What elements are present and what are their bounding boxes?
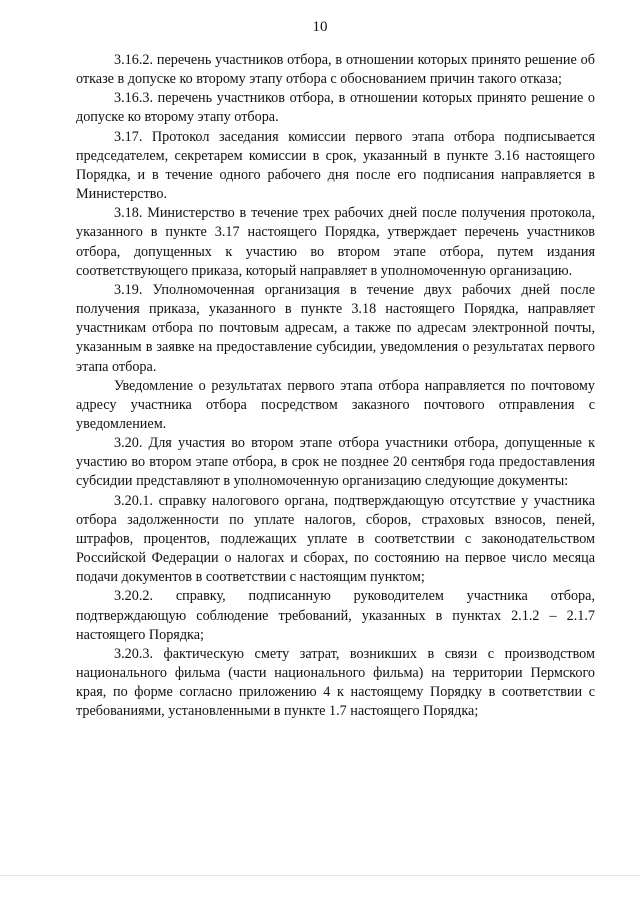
paragraph-notification: Уведомление о результатах первого этапа отбора направляется по почтовому адресу участника отбора посредством заказного почтового отправления с уведомлением. (76, 377, 595, 432)
paragraph-3-19: 3.19. Уполномоченная организация в течение двух рабочих дней после получения приказа, указанного в пункте 3.18 настоящего Порядка, направляет участникам отбора по почтовым адресам, а также по адресам электронной почты, указанным в заявке на предоставление субсидии, уведомления о результатах первого этапа отбора. (76, 281, 595, 375)
paragraph-3-20-3: 3.20.3. фактическую смету затрат, возникших в связи с производством национального фильма (части национального фильма) на территории Пермского края, по форме согласно приложению 4 к настоящему Порядку в соответствии с требованиями, установленными в пункте 1.7 настоящего Порядка; (76, 645, 595, 720)
paragraph-3-20: 3.20. Для участия во втором этапе отбора участники отбора, допущенные к участию во втором этапе отбора, в срок не позднее 20 сентября года предоставления субсидии представляют в уполномоченную организацию следующие документы: (76, 435, 595, 490)
page-number: 10 (312, 19, 328, 35)
document-body (76, 51, 595, 721)
paragraph-3-18: 3.18. Министерство в течение трех рабочих дней после получения протокола, указанного в пункте 3.17 настоящего Порядка, утверждает перечень участников отбора, допущенных к участию во втором этапе отбора, путем издания соответствующего приказа, который направляет в уполномоченную организацию. (76, 205, 595, 279)
paragraph-3-16-3: 3.16.3. перечень участников отбора, в отношении которых принято решение о допуске ко второму этапу отбора. (76, 90, 595, 126)
paragraph-3-17: 3.17. Протокол заседания комиссии первого этапа отбора подписывается председателем, секретарем комиссии в срок, указанный в пункте 3.16 настоящего Порядка, и в течение одного рабочего дня после его подписания направляется в Министерство. (76, 128, 595, 203)
paragraph-3-20-1: 3.20.1. справку налогового органа, подтверждающую отсутствие у участника отбора задолженности по уплате налогов, сборов, страховых взносов, пеней, штрафов, процентов, подлежащих уплате в соответствии с законодательством Российской Федерации о налогах и сборах, по состоянию на первое число месяца подачи документов в соответствии с настоящим пунктом; (76, 492, 595, 586)
paragraph-3-16-2: 3.16.2. перечень участников отбора, в отношении которых принято решение об отказе в допуске ко второму этапу отбора с обоснованием причин такого отказа; (76, 52, 595, 88)
paragraph-3-20-2: 3.20.2. справку, подписанную руководителем участника отбора, подтверждающую соблюдение требований, указанных в пунктах 2.1.2 – 2.1.7 настоящего Порядка; (76, 588, 595, 643)
bottom-scan-line (0, 875, 640, 876)
